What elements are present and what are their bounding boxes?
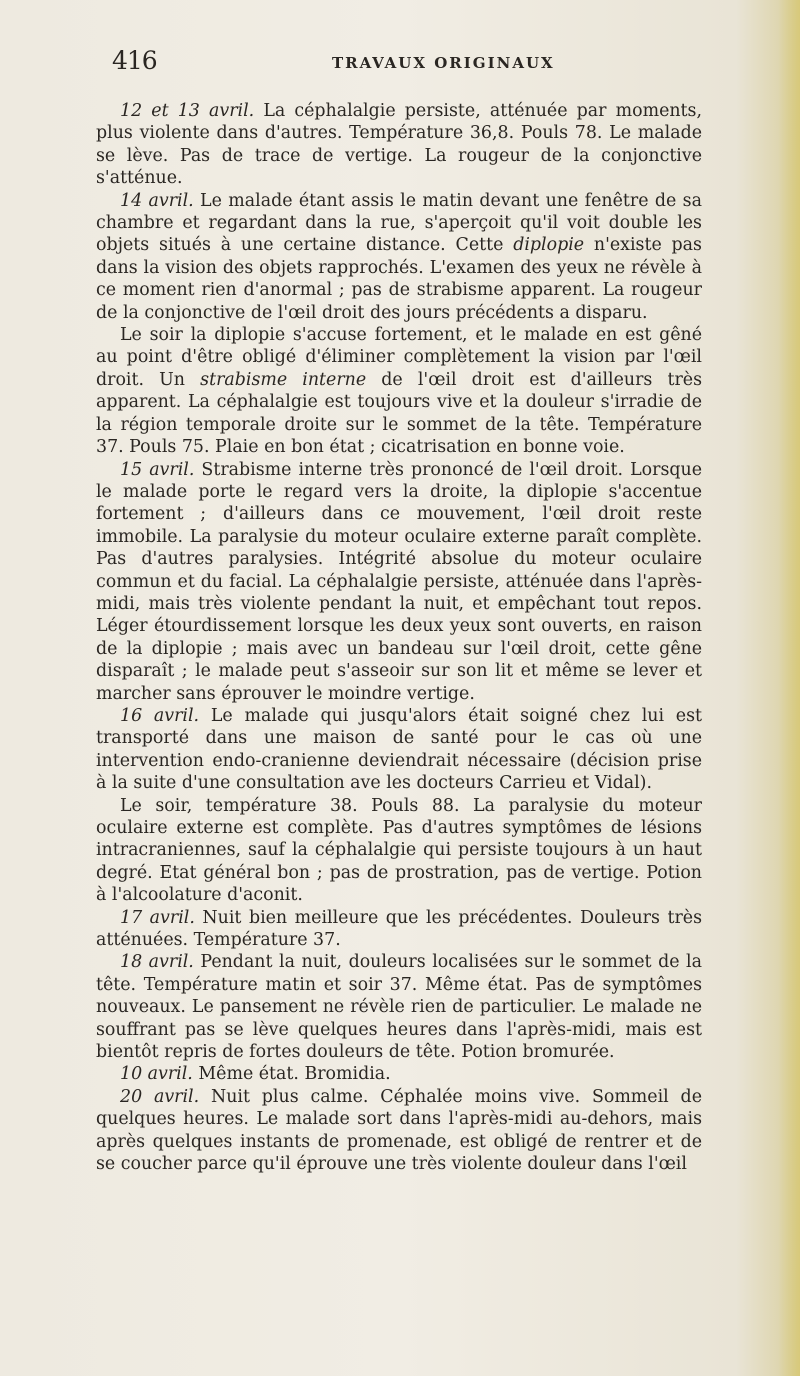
paragraph-10-avril [96, 1063, 702, 1085]
emphasis-strabisme-interne: strabisme interne [200, 369, 367, 390]
paragraph-text: Le soir la diplopie s'accuse fortement, et le malade en est gêné au point d'être obligé d'éliminer complètement la vision par l'œil droit. Un [96, 325, 702, 390]
page-header [112, 46, 702, 86]
emphasis-diplopie: diplopie [513, 235, 585, 256]
paragraph-17-avril [96, 907, 702, 952]
paragraph-16-avril [96, 705, 702, 795]
page-edge-discoloration [778, 0, 800, 1376]
paragraph-text: Pendant la nuit, douleurs localisées sur le sommet de la tête. Température matin et soir 37. Même état. Pas de symptômes nouveaux. Le pansement ne révèle rien de particulier. Le malade ne souffrant pas se lève quelques heures dans l'après-midi, mais est bientôt repris de fortes douleurs de tête. Potion bromurée. [96, 952, 702, 1063]
paragraph-text: La céphalalgie persiste, atténuée par moments, plus violente dans d'autres. Température 36,8. Pouls 78. Le malade se lève. Pas de trace de vertige. La rougeur de la conjonctive s'atténue. [96, 101, 703, 189]
entry-date: 12 et 13 avril. [120, 101, 255, 121]
page-number: 416 [112, 46, 157, 75]
entry-date: 20 avril. [120, 1086, 200, 1107]
paragraph-12-13-avril [96, 100, 702, 190]
paragraph-text: Même état. Bromidia. [192, 1064, 391, 1085]
paragraph-20-avril [96, 1086, 702, 1176]
running-title: TRAVAUX ORIGINAUX [332, 54, 555, 72]
paragraph-text: Le malade qui jusqu'alors était soigné chez lui est transporté dans une maison de santé pour le cas où une intervention endo-cranienne deviendrait nécessaire (décision prise à la suite d'une consultation ave les docteurs Carrieu et Vidal). [96, 705, 702, 794]
paragraph-text: Le malade étant assis le matin devant une fenêtre de sa chambre et regardant dans la rue, s'aperçoit qu'il voit double les objets situés à une certaine distance. Cette [96, 190, 702, 256]
paragraph-text-after: de l'œil droit est d'ailleurs très apparent. La céphalalgie est toujours vive et la douleur s'irradie de la région temporale droite sur le sommet de la tête. Température 37. Pouls 75. Plaie en bon état ; cicatrisation en bonne voie. [96, 369, 703, 458]
article-body [96, 100, 702, 1176]
paragraph-18-avril [96, 951, 702, 1063]
paragraph-14-avril [96, 190, 702, 324]
entry-date: 15 avril. [120, 459, 195, 480]
paragraph-text: Nuit bien meilleure que les précédentes. Douleurs très atténuées. Température 37. [96, 907, 702, 951]
entry-date: 18 avril. [120, 952, 194, 973]
entry-date: 17 avril. [120, 907, 195, 928]
paragraph-text: Strabisme interne très prononcé de l'œil droit. Lorsque le malade porte le regard vers la droite, la diplopie s'accentue fortement ; d'ailleurs dans ce mouvement, l'œil droit reste immobile. La paralysie du moteur oculaire externe paraît complète. Pas d'autres paralysies. Intégrité absolue du moteur oculaire commun et du facial. La céphalalgie persiste, atténuée dans l'après-midi, mais très violente pendant la nuit, et empêchant tout repos. Léger étourdissement lorsque les deux yeux sont ouverts, en raison de la diplopie ; mais avec un bandeau sur l'œil droit, cette gêne disparaît ; le malade peut s'asseoir sur son lit et même se lever et marcher sans éprouver le moindre vertige. [96, 459, 702, 704]
paragraph-le-soir-temperature [96, 795, 702, 907]
entry-date: 10 avril. [120, 1064, 193, 1085]
paragraph-text: Nuit plus calme. Céphalée moins vive. Sommeil de quelques heures. Le malade sort dans l'après-midi au-dehors, mais après quelques instants de promenade, est obligé de rentrer et de se coucher parce qu'il éprouve une très violente douleur dans l'œil [96, 1086, 702, 1175]
paragraph-text-after: n'existe pas dans la vision des objets rapprochés. L'examen des yeux ne révèle à ce moment rien d'anormal ; pas de strabisme apparent. La rougeur de la conjonctive de l'œil droit des jours précédents a disparu. [96, 235, 702, 323]
paragraph-text: Le soir, température 38. Pouls 88. La paralysie du moteur oculaire externe est complète. Pas d'autres symptômes de lésions intracraniennes, sauf la céphalalgie qui persiste toujours à un haut degré. Etat général bon ; pas de prostration, pas de vertige. Potion à l'alcoolature d'aconit. [96, 795, 702, 906]
entry-date: 16 avril. [120, 705, 200, 726]
entry-date: 14 avril. [120, 190, 194, 211]
paragraph-le-soir-diplopie [96, 324, 702, 458]
paragraph-15-avril [96, 459, 702, 705]
